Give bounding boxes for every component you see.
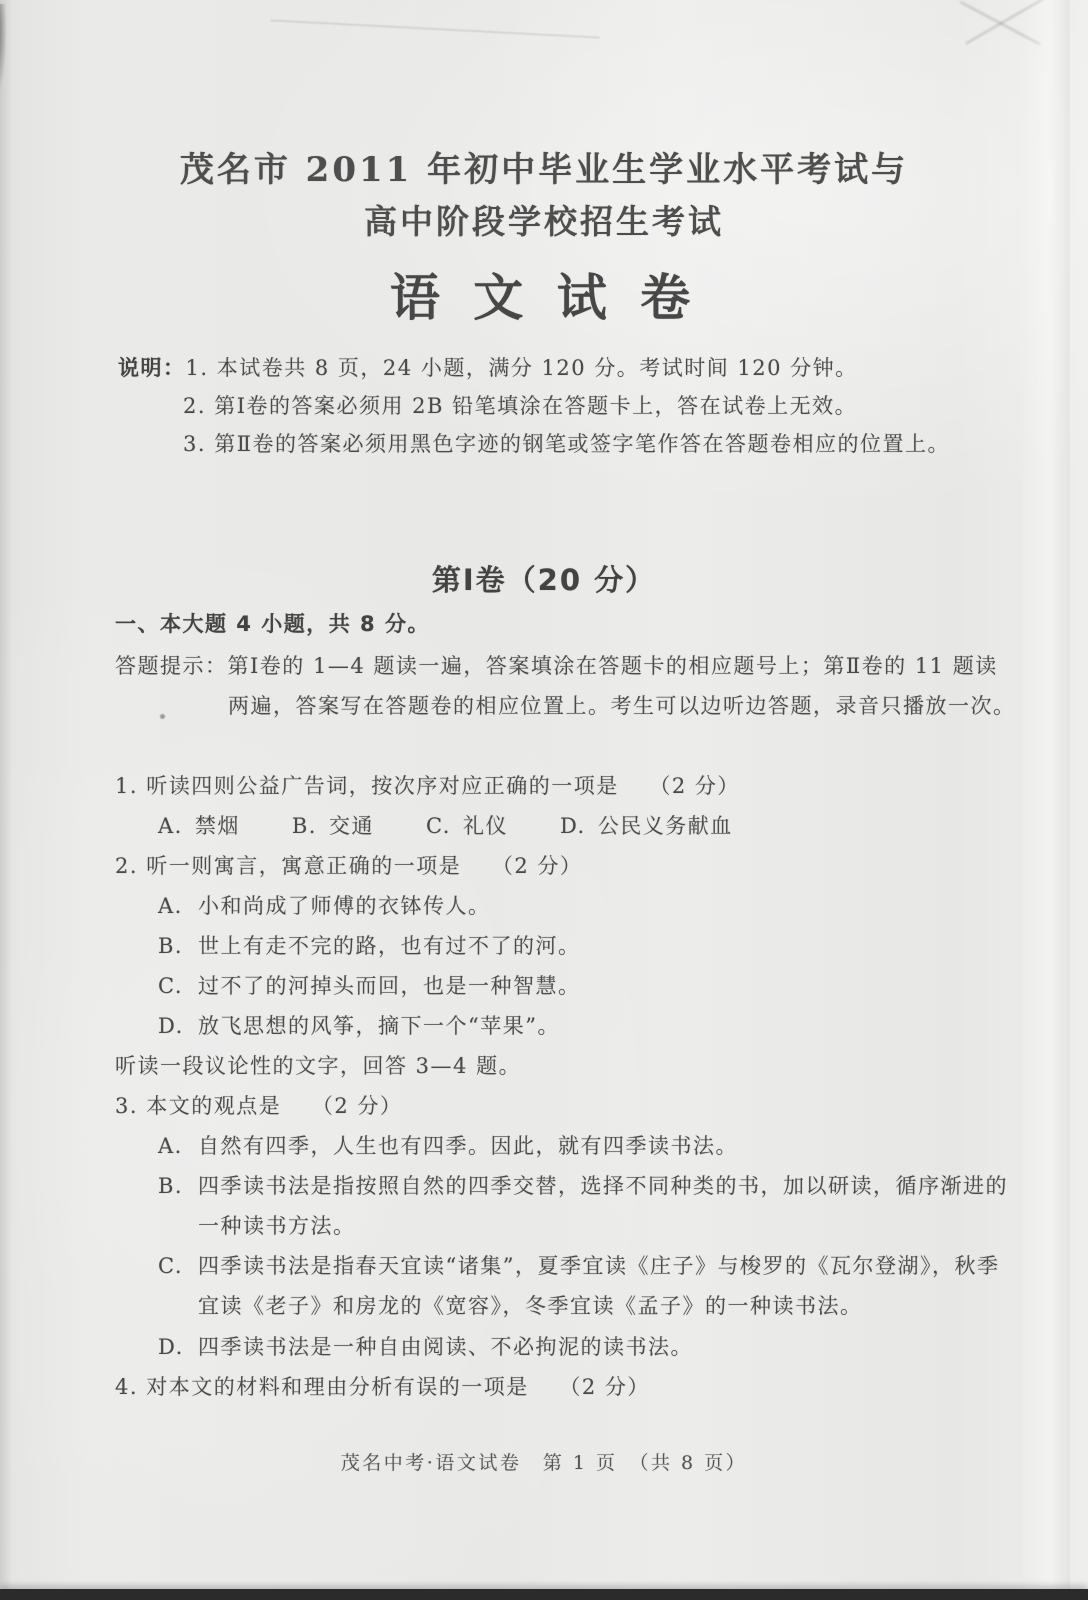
q1-option-c-text: 礼仪 xyxy=(462,814,508,838)
q3-option-b-label: B. xyxy=(158,1174,184,1198)
q1-stem: 1. 听读四则公益广告词，按次序对应正确的一项是 （2 分） xyxy=(115,774,740,798)
q2-option-b-text: 世上有走不完的路，也有过不了的河。 xyxy=(198,934,581,958)
q1-option-b-text: 交通 xyxy=(328,814,374,838)
q3-option-c-text1: 四季读书法是指春天宜读“诸集”，夏季宜读《庄子》与梭罗的《瓦尔登湖》，秋季 xyxy=(198,1254,1000,1278)
scan-bottom-edge xyxy=(0,1589,1088,1600)
q1-option-c xyxy=(426,810,508,840)
q2-option-d-label: D. xyxy=(158,1014,184,1038)
notice-line-1 xyxy=(118,352,858,382)
q1-option-a xyxy=(158,810,240,840)
q1-option-d xyxy=(560,810,733,840)
exam-main-title: 语 文 试 卷 xyxy=(389,268,699,327)
answer-hint-line1: 答题提示：第Ⅰ卷的 1—4 题读一遍，答案填涂在答题卡的相应题号上；第Ⅱ卷的 11 题读 xyxy=(115,654,998,678)
q3-option-b-line1 xyxy=(158,1170,1008,1200)
q2-option-b xyxy=(158,930,581,960)
q3-option-c-label: C. xyxy=(158,1254,183,1278)
q2-option-d-text: 放飞思想的风筝，摘下一个“苹果”。 xyxy=(198,1014,560,1038)
page-footer: 茂名中考·语文试卷 第 1 页 （共 8 页） xyxy=(340,1452,748,1474)
q3-stem: 3. 本文的观点是 （2 分） xyxy=(115,1094,403,1118)
listening-passage-intro: 听读一段议论性的文字，回答 3—4 题。 xyxy=(115,1054,522,1078)
section1-part-heading: 一、本大题 4 小题，共 8 分。 xyxy=(115,612,430,636)
q3-option-a xyxy=(158,1130,738,1160)
answer-hint-line2: 两遍，答案写在答题卷的相应位置上。考生可以边听边答题，录音只播放一次。 xyxy=(228,694,1016,718)
q1-option-c-label: C. xyxy=(425,814,451,838)
q1-option-d-label: D. xyxy=(559,814,586,838)
notice-item-1: 1. 本试卷共 8 页，24 小题，满分 120 分。考试时间 120 分钟。 xyxy=(185,356,858,380)
exam-title-line2: 高中阶段学校招生考试 xyxy=(364,202,724,241)
q2-stem: 2. 听一则寓言，寓意正确的一项是 （2 分） xyxy=(115,854,583,878)
q2-option-c-label: C. xyxy=(158,974,183,998)
q2-option-d xyxy=(158,1010,560,1040)
q3-option-a-text: 自然有四季，人生也有四季。因此，就有四季读书法。 xyxy=(198,1134,738,1158)
q2-option-c xyxy=(158,970,581,1000)
q1-option-d-text: 公民义务献血 xyxy=(597,814,733,838)
notice-item-3: 3. 第Ⅱ卷的答案必须用黑色字迹的钢笔或签字笔作答在答题卷相应的位置上。 xyxy=(183,432,950,456)
q3-option-d xyxy=(158,1331,693,1361)
q3-option-b-text1: 四季读书法是指按照自然的四季交替，选择不同种类的书，加以研读，循序渐进的 xyxy=(198,1174,1008,1198)
q1-option-a-text: 禁烟 xyxy=(194,814,240,838)
q2-option-b-label: B. xyxy=(158,934,184,958)
q2-option-a xyxy=(158,890,491,920)
exam-title-line1: 茂名市 2011 年初中毕业生学业水平考试与 xyxy=(179,150,909,190)
q1-option-b-label: B. xyxy=(291,814,317,838)
q3-option-b-line2: 一种读书方法。 xyxy=(198,1214,356,1238)
q3-option-d-label: D. xyxy=(158,1335,184,1359)
q2-option-a-label: A. xyxy=(158,894,183,918)
q1-option-b xyxy=(292,810,374,840)
q1-option-a-label: A. xyxy=(158,814,183,838)
q3-option-a-label: A. xyxy=(158,1134,183,1158)
notice-label: 说明： xyxy=(118,356,186,380)
notice-item-2: 2. 第Ⅰ卷的答案必须用 2B 铅笔填涂在答题卡上，答在试卷上无效。 xyxy=(183,394,858,418)
scan-crease-top xyxy=(270,19,600,38)
q4-stem: 4. 对本文的材料和理由分析有误的一项是 （2 分） xyxy=(115,1375,650,1399)
q2-option-c-text: 过不了的河掉头而回，也是一种智慧。 xyxy=(198,974,581,998)
q3-option-d-text: 四季读书法是一种自由阅读、不必拘泥的读书法。 xyxy=(198,1335,693,1359)
q3-option-c-line1 xyxy=(158,1250,999,1280)
q1-options-row xyxy=(158,810,733,840)
section1-heading: 第Ⅰ卷（20 分） xyxy=(431,563,657,597)
q2-option-a-text: 小和尚成了师傅的衣钵传人。 xyxy=(198,894,491,918)
q3-option-c-line2: 宜读《老子》和房龙的《宽容》，冬季宜读《孟子》的一种读书法。 xyxy=(198,1294,863,1318)
scan-speck xyxy=(160,714,165,719)
